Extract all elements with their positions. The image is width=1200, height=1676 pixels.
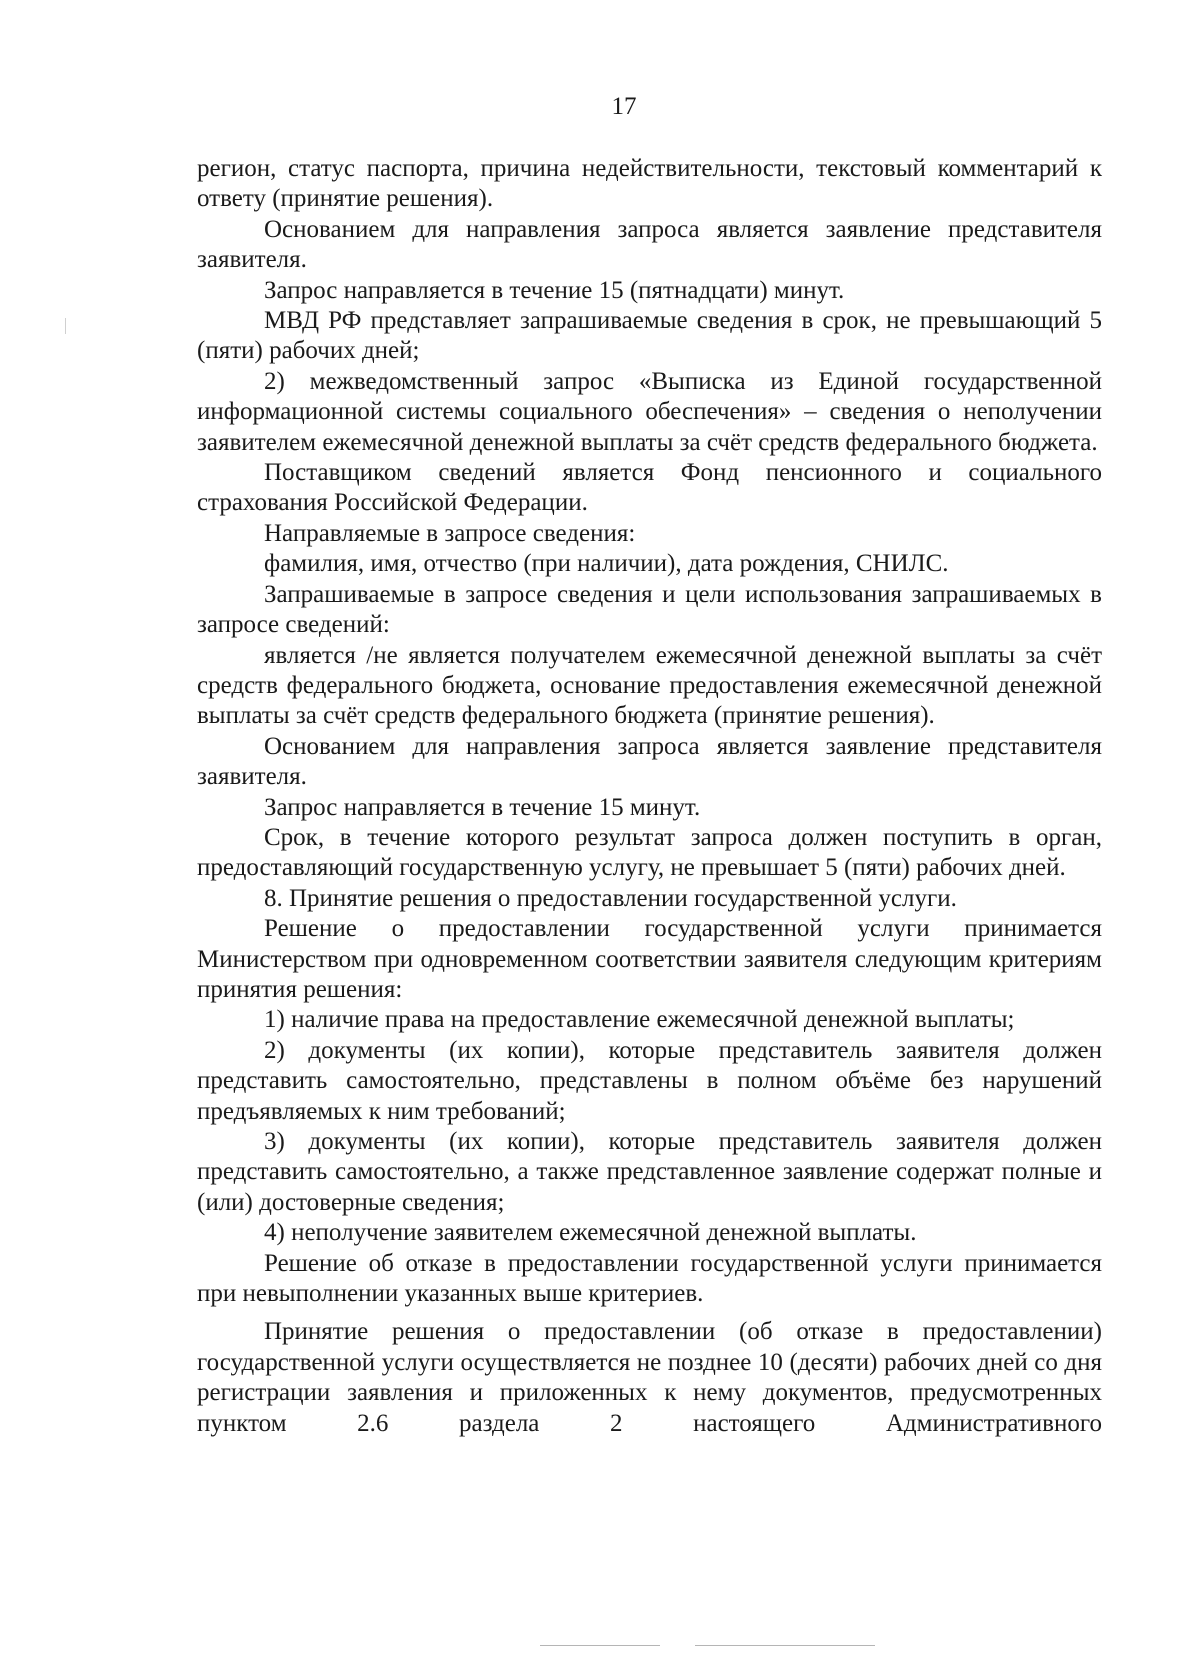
paragraph: 4) неполучение заявителем ежемесячной денежной выплаты. [264,1219,917,1247]
paragraph: Запрос направляется в течение 15 (пятнадцати) минут. [264,276,845,304]
paragraph: Поставщиком сведений является Фонд пенсионного и социального страхования Российской Федерации. [197,459,1102,517]
paragraph: Основанием для направления запроса является заявление представителя заявителя. [197,215,1102,274]
paragraph: фамилия, имя, отчество (при наличии), дата рождения, СНИЛС. [264,550,949,578]
paragraph: 2) межведомственный запрос «Выписка из Единой государственной информационной системы социального обеспечения» – сведения о неполучении заявителем ежемесячной денежной выплаты за счёт средств федерального бюджета. [197,367,1102,456]
paragraph: МВД РФ представляет запрашиваемые сведения в срок, не превышающий 5 (пяти) рабочих дней; [197,307,1102,365]
paragraph: Запрос направляется в течение 15 минут. [264,793,701,821]
paragraph: Направляемые в запросе сведения: [264,519,636,547]
paragraph: Срок, в течение которого результат запроса должен поступить в орган, предоставляющий государственную услугу, не превышает 5 (пяти) рабочих дней. [197,823,1102,882]
page-number: 17 [611,93,637,120]
paragraph: Решение об отказе в предоставлении государственной услуги принимается при невыполнении указанных выше критериев. [197,1249,1102,1308]
paragraph: Решение о предоставлении государственной услуги принимается Министерством при одновременном соответствии заявителя следующим критериям принятия решения: [197,915,1102,1003]
scan-margin-mark [65,318,66,334]
footer-rule [695,1645,875,1646]
paragraph: 8. Принятие решения о предоставлении государственной услуги. [264,884,957,912]
paragraph: 3) документы (их копии), которые представитель заявителя должен представить самостоятельно, а также представленное заявление содержат полные и (или) достоверные сведения; [197,1128,1102,1216]
footer-rule [540,1645,660,1646]
paragraph: регион, статус паспорта, причина недействительности, текстовый комментарий к ответу (принятие решения). [197,155,1102,213]
body-text [197,154,1102,1439]
paragraph: 1) наличие права на предоставление ежемесячной денежной выплаты; [264,1006,1015,1034]
paragraph: Принятие решения о предоставлении (об отказе в предоставлении) государственной услуги осуществляется не позднее 10 (десяти) рабочих дней со дня регистрации заявления и приложенных к нему документов, предусмотренных пунктом 2.6 раздела 2 настоящего Административного [197,1318,1102,1437]
paragraph: Основанием для направления запроса является заявление представителя заявителя. [197,732,1102,791]
paragraph: 2) документы (их копии), которые представитель заявителя должен представить самостоятельно, представлены в полном объёме без нарушений предъявляемых к ним требований; [197,1036,1102,1125]
paragraph: является /не является получателем ежемесячной денежной выплаты за счёт средств федерального бюджета, основание предоставления ежемесячной денежной выплаты за счёт средств федерального бюджета (принятие решения). [197,641,1102,730]
paragraph: Запрашиваемые в запросе сведения и цели использования запрашиваемых в запросе сведений: [197,580,1102,639]
